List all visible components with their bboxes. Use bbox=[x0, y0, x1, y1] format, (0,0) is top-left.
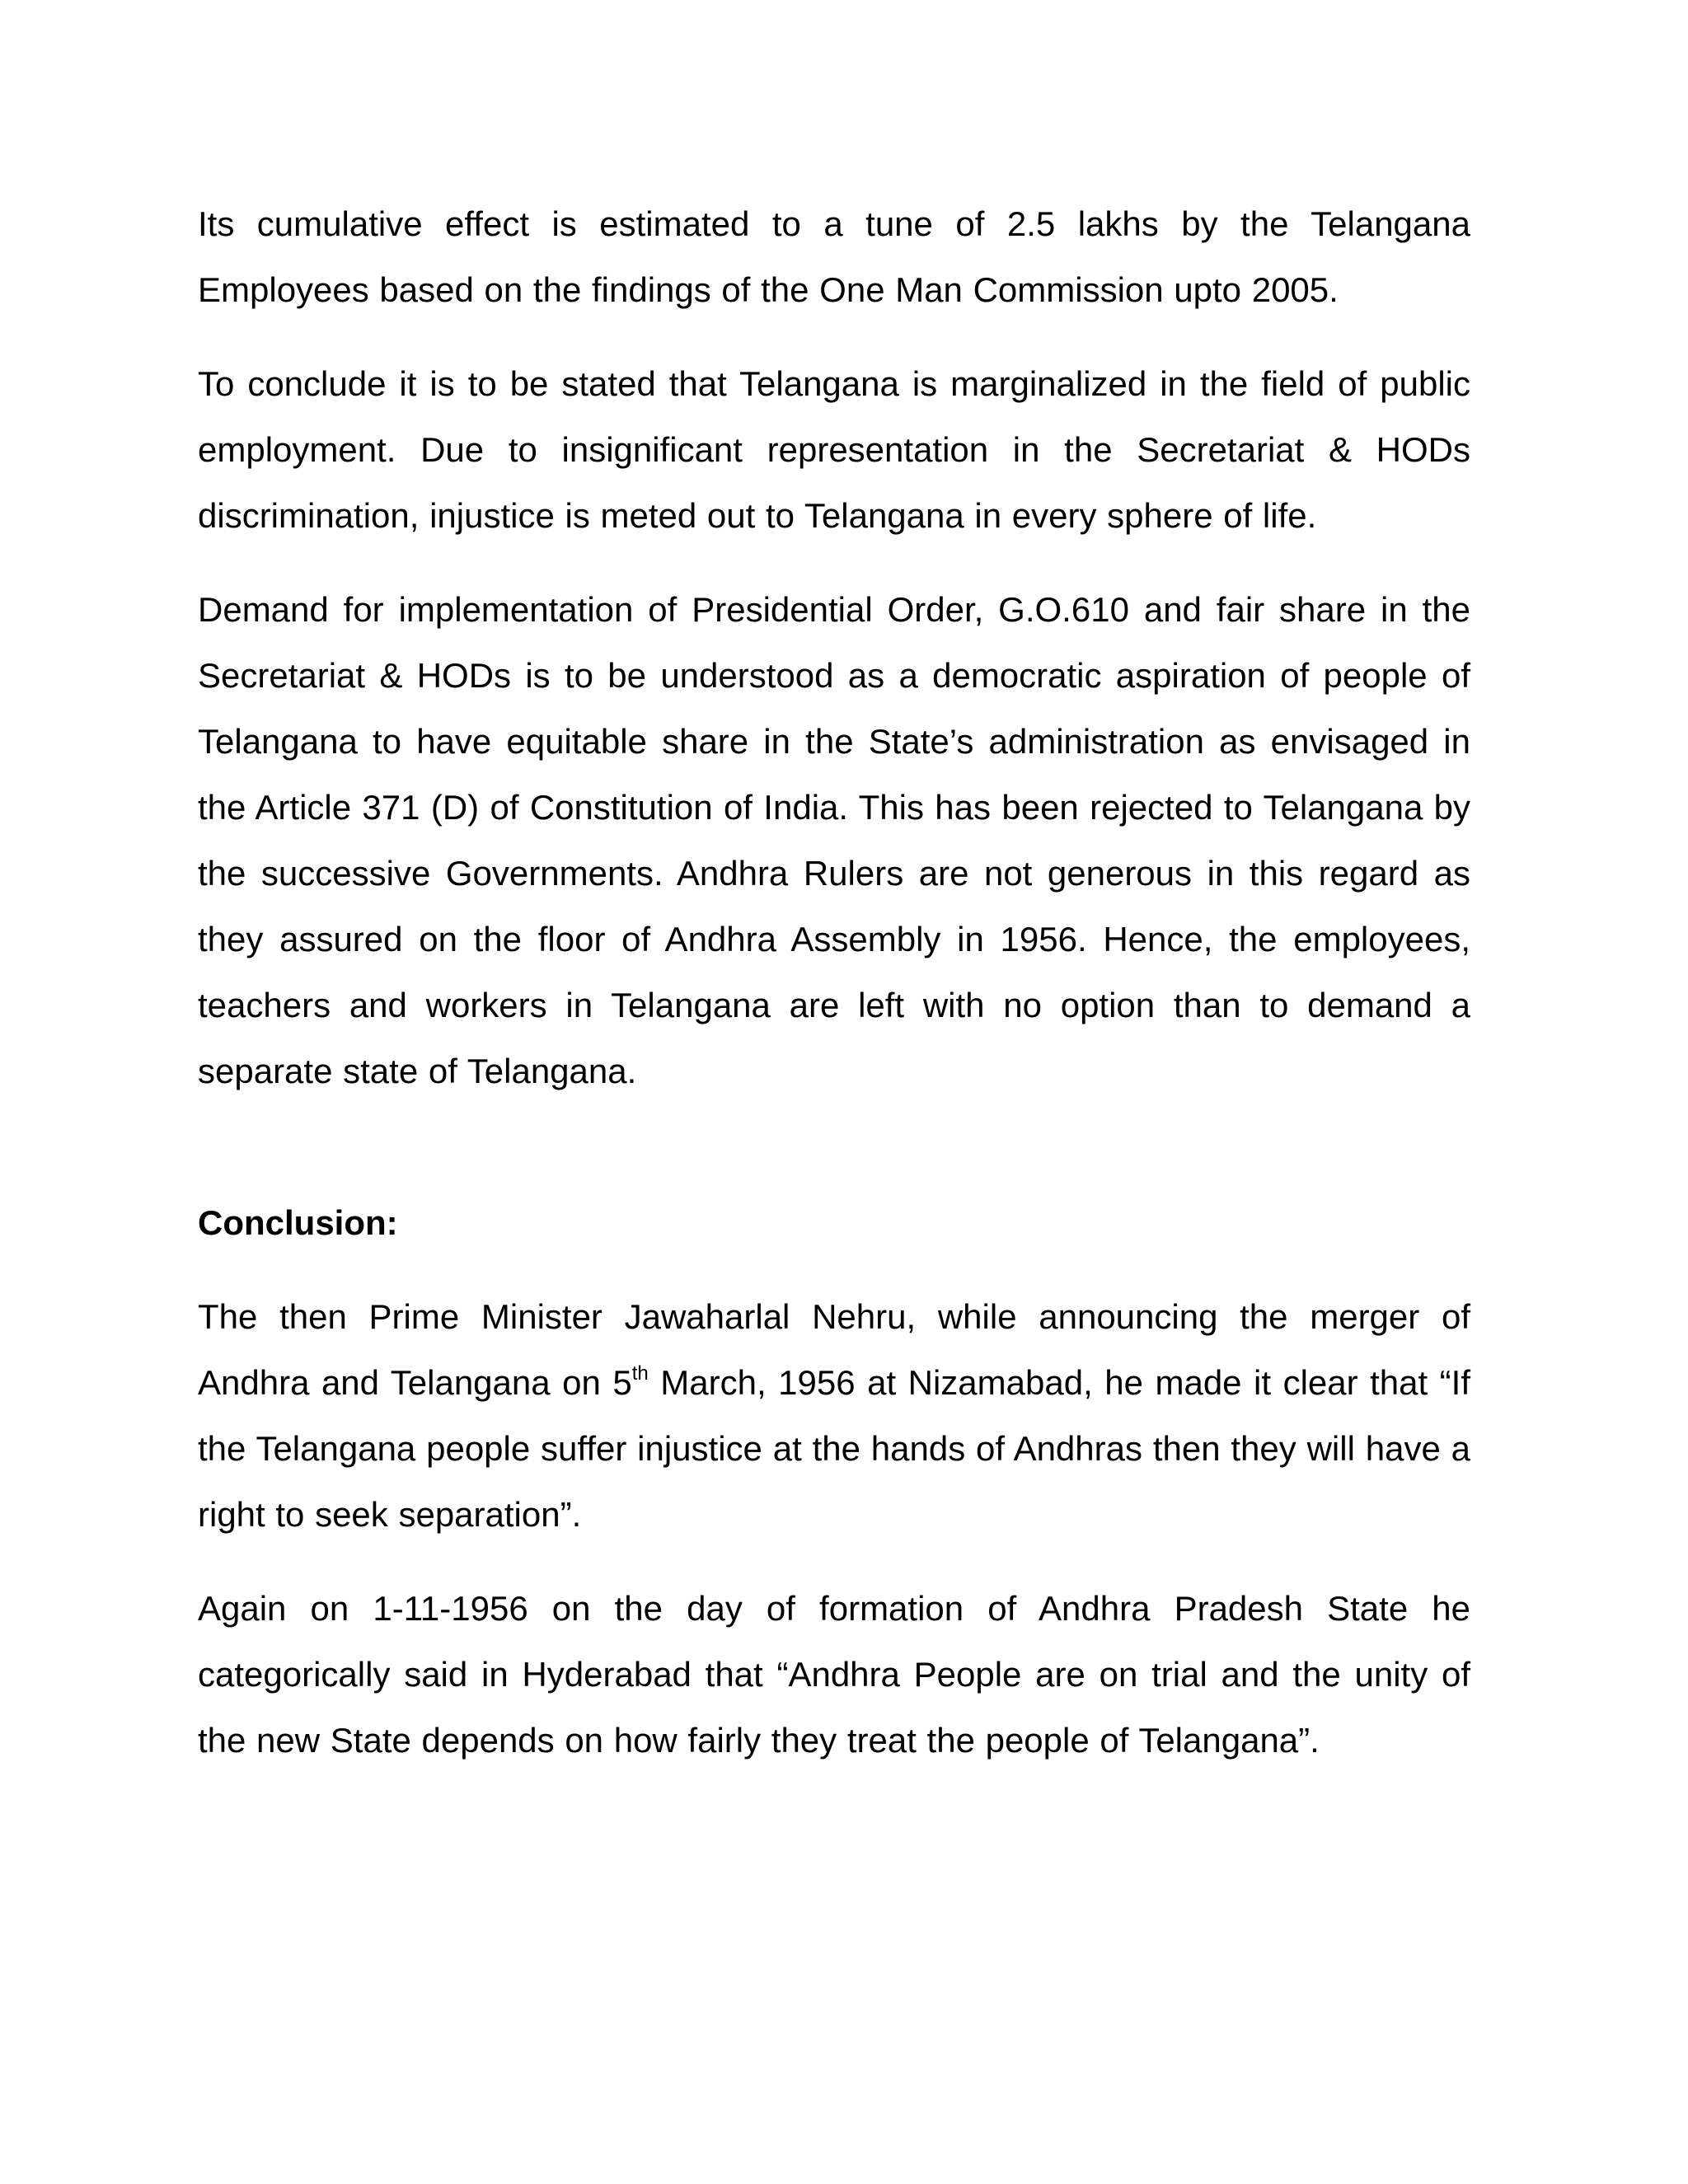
paragraph-nehru-merger-text-end: March, 1956 at Nizamabad, he made it clear that “If the Telangana people suffer injustice at the hands of Andhras then they will have a right to seek separation”. bbox=[198, 1363, 1471, 1534]
paragraph-conclude-marginalized: To conclude it is to be stated that Telangana is marginalized in the field of public employment. Due to insignificant representation in the Secretariat & HODs discrimination, injustice is meted out to Telangana in every sphere of life. bbox=[198, 364, 1470, 535]
paragraph-presidential-order: Demand for implementation of Presidential Order, G.O.610 and fair share in the Secretariat & HODs is to be understood as a democratic aspiration of people of Telangana to have equitable share in the State’s administration as envisaged in the Article 371 (D) of Constitution of India. This has been rejected to Telangana by the successive Governments. Andhra Rulers are not generous in this regard as they assured on the floor of Andhra Assembly in 1956. Hence, the employees, teachers and workers in Telangana are left with no option than to demand a separate state of Telangana. bbox=[198, 590, 1470, 1090]
document-body bbox=[198, 191, 1470, 1802]
paragraph-formation-day: Again on 1-11-1956 on the day of formation of Andhra Pradesh State he categorically said in Hyderabad that “Andhra People are on trial and the unity of the new State depends on how fairly they treat the people of Telangana”. bbox=[198, 1589, 1470, 1760]
paragraph-nehru-merger bbox=[198, 1284, 1470, 1548]
paragraph-nehru-merger-text-start: The then Prime Minister Jawaharlal Nehru, while announcing the merger of Andhra and Telangana on 5 bbox=[198, 1297, 1470, 1402]
section-heading-conclusion: Conclusion: bbox=[198, 1203, 398, 1242]
ordinal-superscript: th bbox=[631, 1362, 649, 1385]
paragraph-cumulative-effect: Its cumulative effect is estimated to a tune of 2.5 lakhs by the Telangana Employees based on the findings of the One Man Commission upto 2005. bbox=[198, 204, 1470, 309]
